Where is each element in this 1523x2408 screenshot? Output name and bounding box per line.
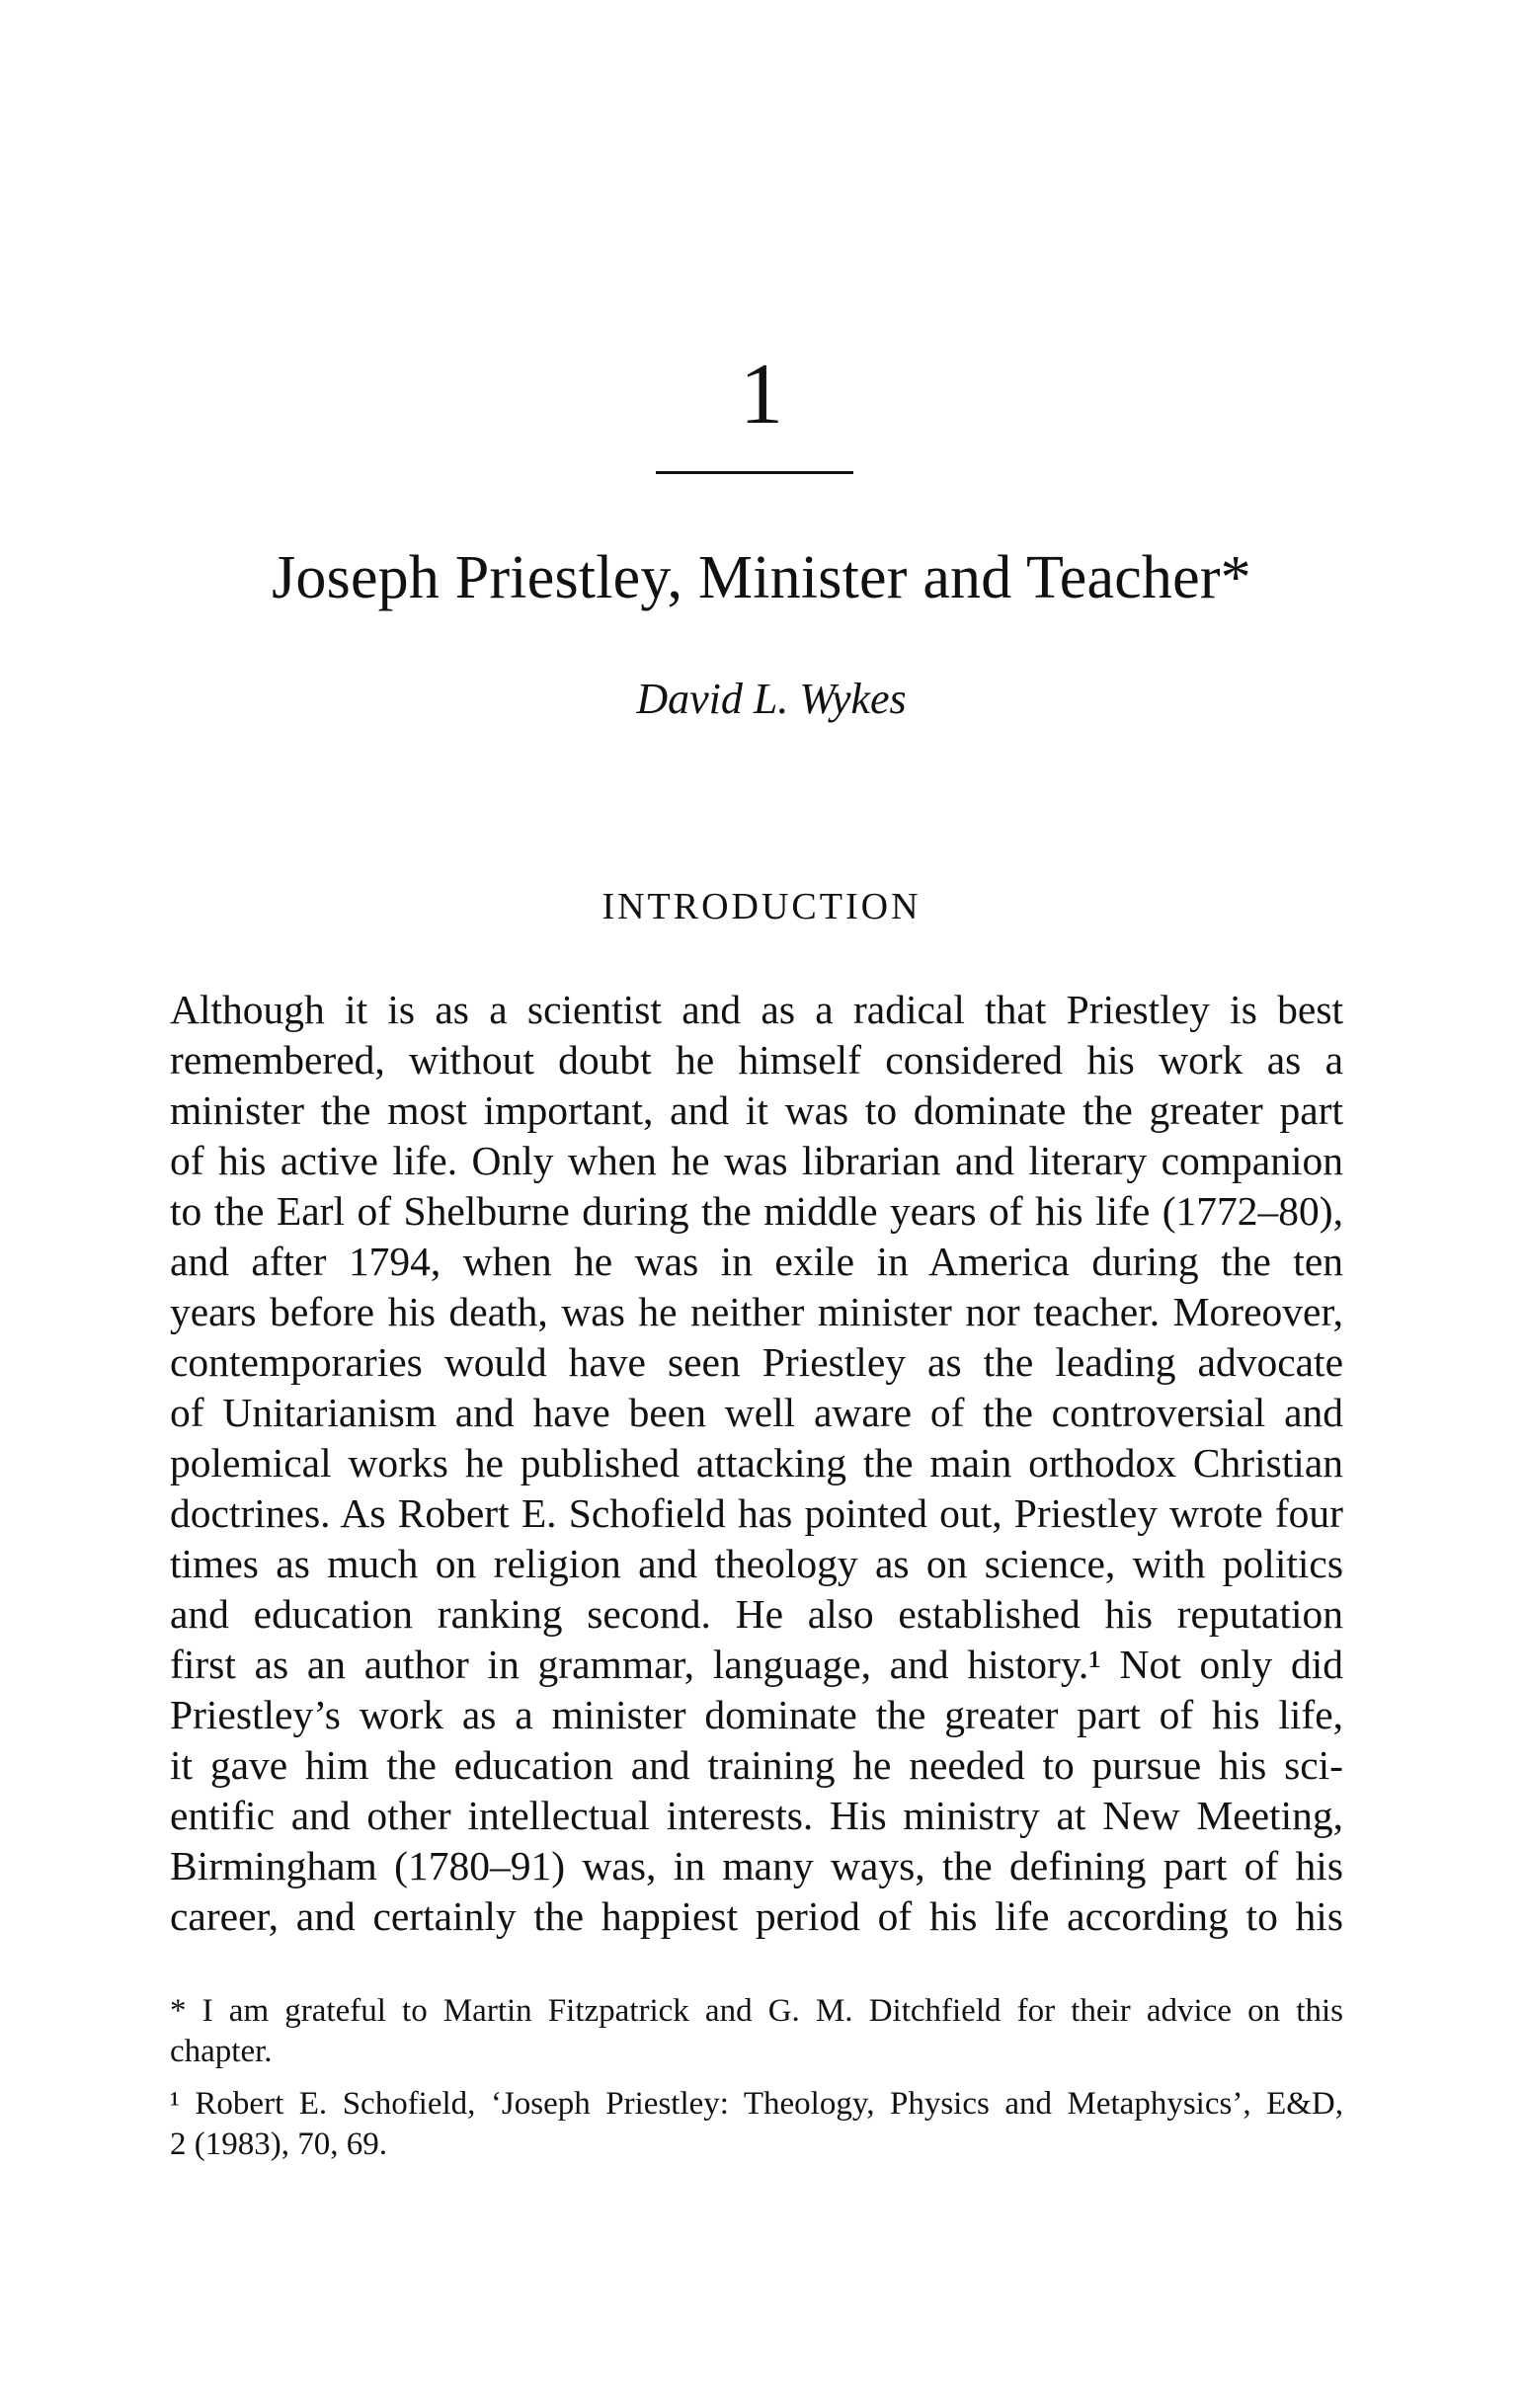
body-line: polemical works he published attacking the main orthodox Christian <box>170 1440 1343 1485</box>
body-line: Priestley’s work as a minister dominate the greater part of his life, <box>170 1692 1343 1737</box>
body-line: minister the most important, and it was to dominate the greater part <box>170 1087 1343 1133</box>
footnote-line: chapter. <box>170 2034 273 2069</box>
body-line: it gave him the education and training he needed to pursue his sci- <box>170 1742 1343 1788</box>
body-line: first as an author in grammar, language, and history.¹ Not only did <box>170 1642 1343 1687</box>
body-line: of Unitarianism and have been well aware of the controversial and <box>170 1390 1343 1435</box>
section-heading: INTRODUCTION <box>601 886 922 927</box>
chapter-number: 1 <box>740 347 783 442</box>
footnote-1 <box>170 2084 1343 2165</box>
body-line: and education ranking second. He also established his reputation <box>170 1591 1343 1637</box>
chapter-divider-rule <box>656 471 853 474</box>
footnote-line: ¹ Robert E. Schofield, ‘Joseph Priestley: Theology, Physics and Metaphysics’, E&D, <box>170 2086 1343 2122</box>
body-line: years before his death, was he neither minister nor teacher. Moreover, <box>170 1289 1343 1334</box>
footnotes <box>170 1991 1343 2165</box>
body-paragraph <box>170 985 1343 1942</box>
body-line: and after 1794, when he was in exile in America during the ten <box>170 1239 1343 1284</box>
chapter-author: David L. Wykes <box>636 675 907 723</box>
footnote-line: * I am grateful to Martin Fitzpatrick and G. M. Ditchfield for their advice on this <box>170 1993 1343 2029</box>
body-line: to the Earl of Shelburne during the middle years of his life (1772–80), <box>170 1188 1343 1234</box>
footnote-star <box>170 1991 1343 2072</box>
chapter-title: Joseph Priestley, Minister and Teacher* <box>272 544 1251 611</box>
body-line: contemporaries would have seen Priestley as the leading advocate <box>170 1339 1343 1385</box>
body-line: career, and certainly the happiest period of his life according to his <box>170 1893 1343 1939</box>
body-line: remembered, without doubt he himself considered his work as a <box>170 1037 1343 1083</box>
body-line: doctrines. As Robert E. Schofield has pointed out, Priestley wrote four <box>170 1490 1343 1536</box>
body-line: entific and other intellectual interests. His ministry at New Meeting, <box>170 1793 1343 1838</box>
body-line: of his active life. Only when he was librarian and literary companion <box>170 1138 1343 1183</box>
footnote-line: 2 (1983), 70, 69. <box>170 2127 387 2162</box>
body-line: times as much on religion and theology as on science, with politics <box>170 1541 1343 1586</box>
body-line: Although it is as a scientist and as a radical that Priestley is best <box>170 987 1343 1032</box>
body-line: Birmingham (1780–91) was, in many ways, the defining part of his <box>170 1843 1343 1888</box>
